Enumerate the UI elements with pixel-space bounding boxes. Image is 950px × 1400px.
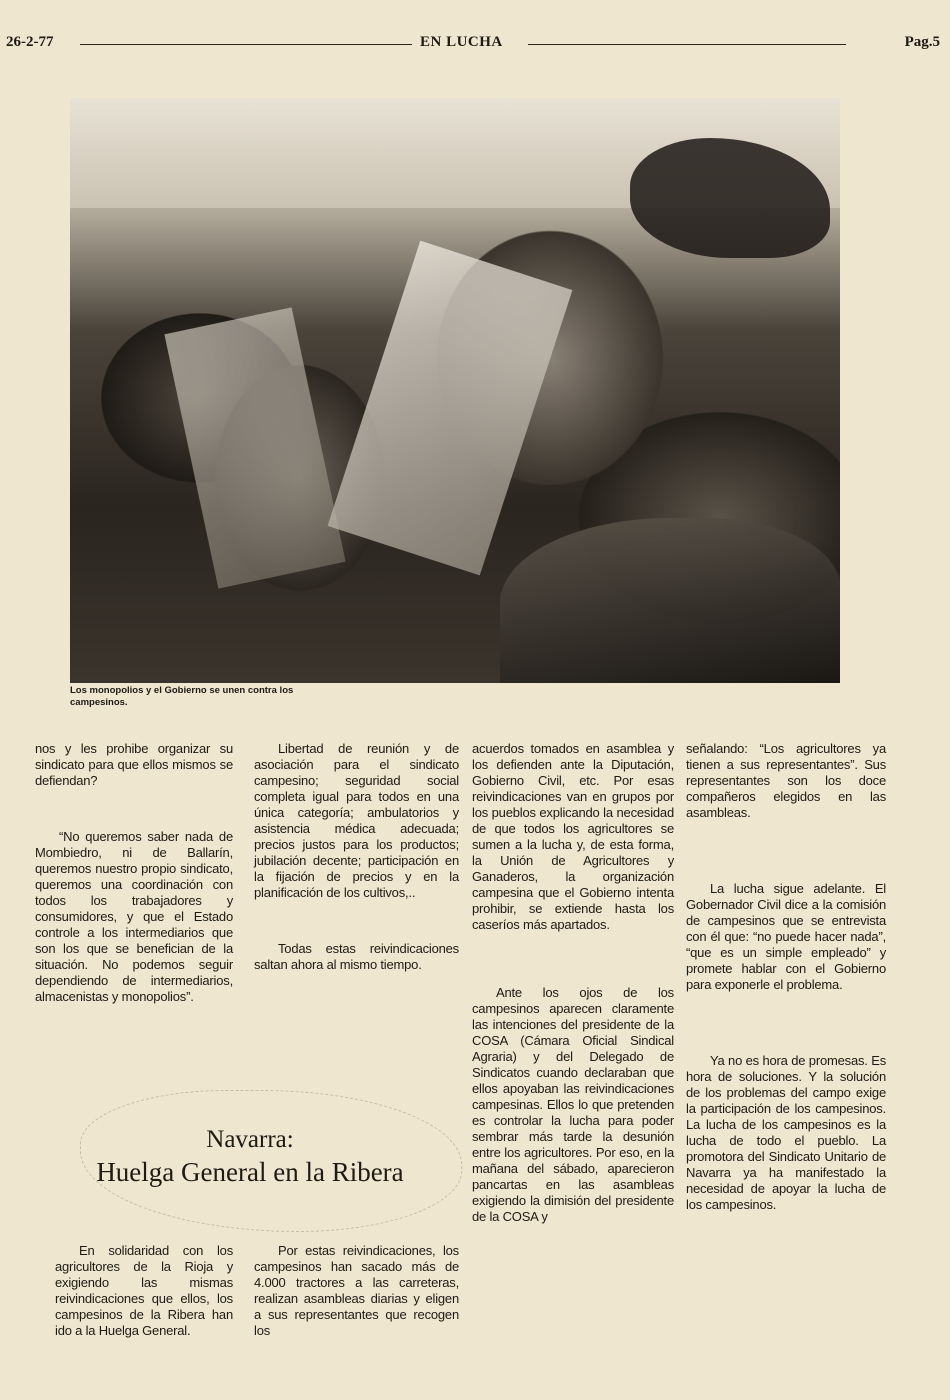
publication-title: EN LUCHA bbox=[420, 34, 503, 50]
paragraph: Por estas reivindicaciones, los campesinos han sacado más de 4.000 tractores a las carreteras, realizan asambleas diarias y eligen a sus representantes que recogen los bbox=[254, 1243, 459, 1338]
issue-date: 26-2-77 bbox=[6, 34, 54, 50]
paragraph: En solidaridad con los agricultores de la Rioja y exigiendo las mismas reivindicaciones que ellos, los campesinos de la Ribera han ido a la Huelga General. bbox=[55, 1243, 233, 1338]
header-rule-left bbox=[80, 44, 412, 45]
paragraph: Libertad de reunión y de asociación para el sindicato campesino; seguridad social completa igual para todos en una única categoría; ambulatorios y asistencia médica adecuada; precios justos para los productos; jubilación decente; participación en la fijación de precios y en la planificación de los cultivos,.. bbox=[254, 741, 459, 900]
headline-line-2: Huelga General en la Ribera bbox=[96, 1157, 404, 1187]
page-header bbox=[0, 34, 950, 56]
paragraph: Ante los ojos de los campesinos aparecen claramente las intenciones del presidente de la COSA (Cámara Oficial Sindical Agraria) y del Delegado de Sindicatos cuando declaraban que ellos apoyaban las reivindicaciones campesinas. Ellos lo que pretenden es controlar la lucha para poder sembrar más tarde la desunión entre los agricultores. Por eso, en la mañana del sábado, aparecieron pancartas en las asambleas exigiendo la dimisión del presidente de la COSA y bbox=[472, 985, 674, 1224]
paragraph: señalando: “Los agricultores ya tienen a sus representantes”. Sus representantes son los doce compañeros elegidos en las asambleas. bbox=[686, 741, 886, 820]
paragraph: Todas estas reivindicaciones saltan ahora al mismo tiempo. bbox=[254, 941, 459, 972]
paragraph: Ya no es hora de promesas. Es hora de soluciones. Y la solución de los problemas del campo exige la participación de los campesinos. La lucha de los campesinos es la lucha de todo el pueblo. La promotora del Sindicato Unitario de Navarra ya ha manifestado la necesidad de apoyar la lucha de los campesinos. bbox=[686, 1053, 886, 1212]
photo-figure-left bbox=[164, 307, 345, 588]
column-4 bbox=[686, 741, 886, 1213]
column-2 bbox=[254, 741, 459, 973]
column-3 bbox=[472, 741, 674, 1225]
headline-line-1: Navarra: bbox=[206, 1126, 294, 1153]
article-headline bbox=[40, 1125, 460, 1189]
header-rule-right bbox=[528, 44, 846, 45]
page-number: Pag.5 bbox=[904, 34, 940, 50]
paragraph: nos y les prohibe organizar su sindicato para que ellos mismos se defiendan? bbox=[35, 741, 233, 788]
photo-figure-right bbox=[500, 518, 840, 683]
paragraph: “No queremos saber nada de Mombiedro, ni de Ballarín, queremos nuestro propio sindicato, queremos una coordinación con todos los trabajadores y consumidores, y que el Estado controle a los intermediarios que son los que se benefician de la situación. No podemos seguir dependiendo de intermediarios, almacenistas y monopolios”. bbox=[35, 829, 233, 1004]
lower-column-1 bbox=[55, 1243, 233, 1339]
lower-column-2 bbox=[254, 1243, 459, 1339]
photo-caption: Los monopolios y el Gobierno se unen contra los campesinos. bbox=[70, 685, 294, 708]
photo-figure-center bbox=[328, 241, 573, 576]
news-photo bbox=[70, 98, 840, 683]
column-1 bbox=[35, 741, 233, 1005]
paragraph: acuerdos tomados en asamblea y los defienden ante la Diputación, Gobierno Civil, etc. Por esas reivindicaciones van en grupos por los pueblos explicando la necesidad de que todos los agricultores se sumen a la lucha y, de esta forma, la Unión de Agricultores y Ganaderos, la organización campesina que el Gobierno intenta prohibir, se extiende hasta los caseríos más apartados. bbox=[472, 741, 674, 932]
paragraph: La lucha sigue adelante. El Gobernador Civil dice a la comisión de campesinos que se entrevista con él que: “no puede hacer nada”, “que es un simple empleado” y promete hablar con el Gobierno para exponerle el problema. bbox=[686, 881, 886, 992]
